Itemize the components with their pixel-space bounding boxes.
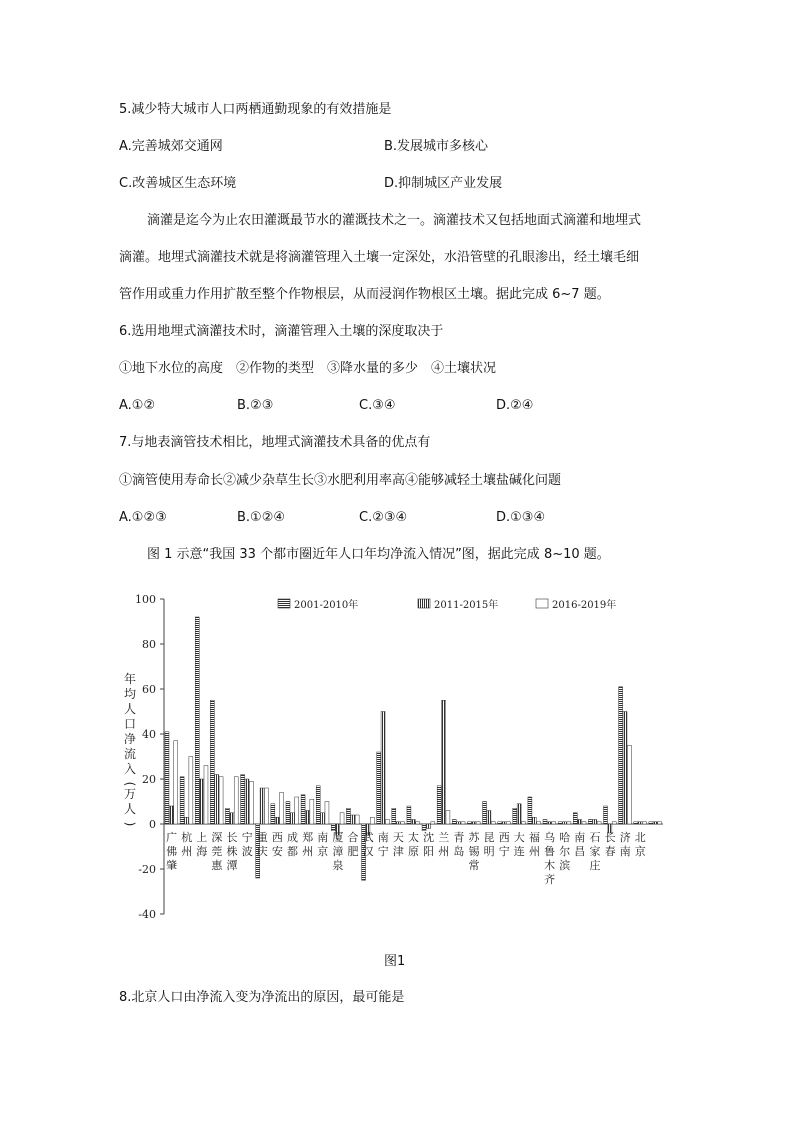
bar (295, 797, 299, 824)
bar (627, 745, 631, 824)
bar (532, 817, 536, 824)
bar (271, 804, 275, 824)
y-axis-title-char: 入 (123, 762, 137, 776)
category-label-char: 武 (362, 831, 374, 844)
bar (321, 813, 325, 824)
bar (189, 757, 193, 825)
y-axis-title-char: 万 (123, 787, 137, 801)
bar (498, 822, 502, 824)
figure-caption: 图1 (384, 954, 406, 969)
bar (340, 813, 344, 824)
category-label-char: 上 (196, 831, 208, 844)
passage-line-3: 管作用或重力作用扩散至整个作物根层，从而浸润作物根区土壤。据此完成 6~7 题。 (119, 287, 610, 302)
category-label-char: 肥 (347, 845, 359, 858)
q7-stem: 7.与地表滴管技术相比，地埋式滴灌技术具备的优点有 (119, 435, 431, 450)
legend-swatch (418, 599, 430, 608)
bar (195, 617, 199, 824)
bar (491, 822, 495, 824)
category-label-char: 安 (271, 845, 283, 858)
category-label-char: 鲁 (544, 845, 556, 858)
category-label-char: 乌 (544, 831, 556, 844)
category-label-char: 庆 (256, 845, 268, 858)
bar (264, 788, 268, 824)
bar (245, 779, 249, 824)
y-tick-label: 100 (135, 593, 156, 606)
legend-swatch (536, 599, 548, 608)
bar (416, 822, 420, 824)
q5-stem: 5.减少特大城市人口两栖通勤现象的有效措施是 (119, 102, 392, 117)
category-label-char: 青 (453, 831, 465, 844)
q7-items: ①滴管使用寿命长②减少杂草生长③水肥利用率高④能够减轻土壤盐碱化问题 (119, 473, 562, 488)
bar (537, 822, 541, 824)
bar (249, 781, 253, 824)
category-label-char: 宁 (241, 831, 253, 844)
category-label-char: 兰 (438, 831, 450, 844)
bar (165, 732, 169, 824)
category-label-char: 石 (589, 831, 601, 844)
category-label-char: 原 (408, 845, 419, 858)
net-inflow-bar-chart (100, 583, 680, 928)
category-label-char: 州 (302, 845, 314, 858)
bar (658, 822, 662, 824)
legend-swatch (278, 599, 290, 608)
category-label-char: 济 (619, 831, 631, 844)
bar (230, 813, 234, 824)
bar (483, 802, 487, 825)
bar (280, 793, 284, 825)
q6-items: ①地下水位的高度 ②作物的类型 ③降水量的多少 ④土壤状况 (119, 361, 497, 376)
bar (457, 822, 461, 824)
category-label-char: 惠 (211, 859, 223, 872)
legend-label: 2001-2010年 (294, 600, 359, 611)
category-label-char: 阳 (423, 845, 435, 858)
bar (638, 822, 642, 824)
bar (461, 822, 465, 824)
q5-option-d: D.抑制城区产业发展 (384, 176, 503, 191)
category-label-char: 州 (438, 845, 450, 858)
category-label-char: 西 (498, 831, 510, 844)
category-label-char: 齐 (544, 873, 556, 886)
category-label-char: 海 (196, 845, 208, 858)
y-tick-label: 80 (142, 638, 156, 651)
bar (604, 806, 608, 824)
category-label-char: 滨 (559, 859, 571, 872)
y-axis-title-char: ) (123, 821, 137, 827)
category-label-char: 昌 (574, 845, 586, 858)
category-label-char: 州 (529, 845, 540, 858)
category-label-char: 宁 (377, 845, 389, 858)
category-label-char: 京 (317, 845, 329, 858)
category-label-char: 春 (604, 845, 616, 858)
y-tick-label: 60 (142, 683, 156, 696)
category-label-char: 京 (634, 845, 646, 858)
category-label-char: 福 (529, 831, 540, 844)
bar (325, 802, 329, 825)
bar (225, 808, 229, 824)
bar (612, 822, 616, 824)
bar (184, 817, 188, 824)
bar (396, 822, 400, 824)
bar (169, 806, 173, 824)
category-label-char: 南 (574, 831, 586, 844)
bar (643, 822, 647, 824)
category-label-char: 北 (634, 831, 646, 844)
category-label-char: 宁 (498, 845, 510, 858)
category-label-char: 波 (241, 845, 253, 858)
category-label-char: 昆 (483, 831, 495, 844)
y-tick-label: -40 (138, 908, 156, 921)
bar (472, 822, 476, 824)
bar (200, 779, 204, 824)
category-label-char: 杭 (181, 831, 193, 844)
bar (381, 712, 385, 825)
bar (310, 799, 314, 824)
category-label-char: 广 (166, 831, 178, 844)
category-label-char: 南 (377, 831, 389, 844)
bar (351, 815, 355, 824)
bar (649, 822, 653, 824)
bar (513, 808, 517, 824)
bar (204, 766, 208, 825)
q5-option-b: B.发展城市多核心 (384, 139, 489, 154)
y-tick-label: 20 (142, 773, 156, 786)
category-label-char: 津 (392, 845, 404, 858)
category-label-char: 尔 (559, 845, 571, 858)
category-label-char: 合 (347, 831, 359, 844)
q5-option-c: C.改善城区生态环境 (119, 176, 237, 191)
bar (180, 777, 184, 824)
bar (286, 802, 290, 825)
category-label-char: 天 (392, 831, 404, 844)
q7-option-b: B.①②④ (237, 510, 286, 525)
q5-option-a: A.完善城郊交通网 (119, 139, 223, 154)
bar (385, 820, 389, 825)
y-axis-title-char: 流 (123, 747, 137, 761)
category-label-char: 汉 (362, 845, 374, 858)
bar (290, 813, 294, 824)
y-tick-label: -20 (138, 863, 156, 876)
bar (426, 824, 430, 829)
y-axis-title-char: 人 (123, 702, 137, 716)
bar (547, 822, 551, 824)
q6-stem: 6.选用地埋式滴灌技术时，滴灌管理入土壤的深度取决于 (119, 324, 444, 339)
q8-stem: 8.北京人口由净流入变为净流出的原因，最可能是 (119, 990, 405, 1005)
bar (528, 797, 532, 824)
bar (558, 822, 562, 824)
bar (567, 822, 571, 824)
category-label-char: 漳 (332, 845, 344, 858)
category-label-char: 岛 (453, 845, 465, 858)
figure-intro: 图 1 示意“我国 33 个都市圈近年人口年均净流入情况”图，据此完成 8~10 题。 (147, 547, 610, 562)
bar (431, 822, 435, 824)
bar (597, 822, 601, 824)
bar (301, 795, 305, 824)
bar (370, 817, 374, 824)
category-label-char: 株 (226, 845, 238, 858)
bar (619, 687, 623, 824)
bar (260, 788, 264, 824)
bar (215, 775, 219, 825)
category-label-char: 长 (226, 831, 238, 844)
category-label-char: 太 (408, 831, 419, 844)
bar (275, 817, 279, 824)
bar (522, 822, 526, 824)
category-label-char: 都 (287, 845, 298, 858)
legend-label: 2016-2019年 (552, 600, 617, 611)
bar (487, 811, 491, 825)
y-axis-title-char: 净 (123, 732, 137, 746)
bar (552, 822, 556, 824)
category-label-char: 南 (619, 845, 631, 858)
bar (411, 820, 415, 825)
q6-option-d: D.②④ (496, 398, 534, 413)
bar (442, 700, 446, 824)
bar (653, 822, 657, 824)
category-label-char: 成 (287, 831, 298, 844)
bar (241, 775, 245, 825)
bar (316, 786, 320, 824)
bar (593, 820, 597, 825)
q6-option-a: A.①② (119, 398, 156, 413)
bar (305, 811, 309, 825)
category-label-char: 哈 (559, 831, 571, 844)
category-label-char: 郑 (302, 831, 314, 844)
category-label-char: 西 (271, 831, 283, 844)
category-label-char: 莞 (211, 845, 223, 858)
bar (355, 815, 359, 824)
category-label-char: 大 (513, 831, 525, 844)
q6-option-b: B.②③ (237, 398, 274, 413)
y-axis-title-char: 口 (123, 717, 137, 731)
bar (588, 820, 592, 825)
bar (446, 811, 450, 825)
passage-line-1: 滴灌是迄今为止农田灌溉最节水的灌溉技术之一。滴灌技术又包括地面式滴灌和地埋式 (147, 213, 642, 228)
category-label-char: 木 (544, 859, 556, 872)
bar (174, 741, 178, 824)
bar (407, 806, 411, 824)
bar (467, 822, 471, 824)
q6-option-c: C.③④ (359, 398, 396, 413)
y-axis-title-char: 年 (123, 672, 137, 686)
y-tick-label: 40 (142, 728, 156, 741)
bar (377, 752, 381, 824)
category-label-char: 肇 (166, 859, 178, 872)
legend-label: 2011-2015年 (434, 600, 499, 611)
category-label-char: 泉 (332, 859, 344, 872)
bar (502, 822, 506, 824)
bar (582, 822, 586, 824)
q7-option-a: A.①②③ (119, 510, 167, 525)
y-tick-label: 0 (149, 818, 156, 831)
category-label-char: 家 (589, 845, 601, 858)
bar (634, 822, 638, 824)
bar (623, 712, 627, 825)
category-label-char: 常 (468, 859, 480, 872)
bar (422, 824, 426, 831)
bar (452, 820, 456, 825)
category-label-char: 苏 (468, 831, 480, 844)
q7-option-d: D.①③④ (496, 510, 546, 525)
category-label-char: 南 (317, 831, 329, 844)
bar (578, 820, 582, 825)
bar (476, 822, 480, 824)
category-label-char: 潭 (226, 859, 238, 872)
q7-option-c: C.②③④ (359, 510, 408, 525)
passage-line-2: 滴灌。地埋式滴灌技术就是将滴灌管理入土壤一定深处，水沿管壁的孔眼渗出，经土壤毛细 (119, 250, 640, 265)
y-axis-title-char: 人 (123, 802, 137, 816)
category-label-char: 明 (483, 845, 495, 858)
bar (563, 822, 567, 824)
category-label-char: 庄 (589, 859, 601, 872)
y-axis-title-char: ( (123, 781, 137, 787)
category-label-char: 沈 (423, 831, 435, 844)
category-label-char: 深 (211, 831, 223, 844)
category-label-char: 州 (181, 845, 193, 858)
bar (219, 777, 223, 824)
bar (234, 777, 238, 824)
bar (517, 804, 521, 824)
category-label-char: 重 (256, 831, 268, 844)
bar (401, 822, 405, 824)
bar (331, 824, 335, 831)
y-axis-title-char: 均 (123, 687, 137, 701)
category-label-char: 连 (513, 845, 525, 858)
category-label-char: 佛 (166, 845, 178, 858)
bar (543, 820, 547, 825)
bar (573, 813, 577, 824)
bar (437, 786, 441, 824)
bar (210, 700, 214, 824)
bar (346, 808, 350, 824)
bar (392, 808, 396, 824)
bar (506, 822, 510, 824)
category-label-char: 锡 (468, 845, 480, 858)
category-label-char: 厦 (332, 831, 344, 844)
category-label-char: 长 (604, 831, 616, 844)
